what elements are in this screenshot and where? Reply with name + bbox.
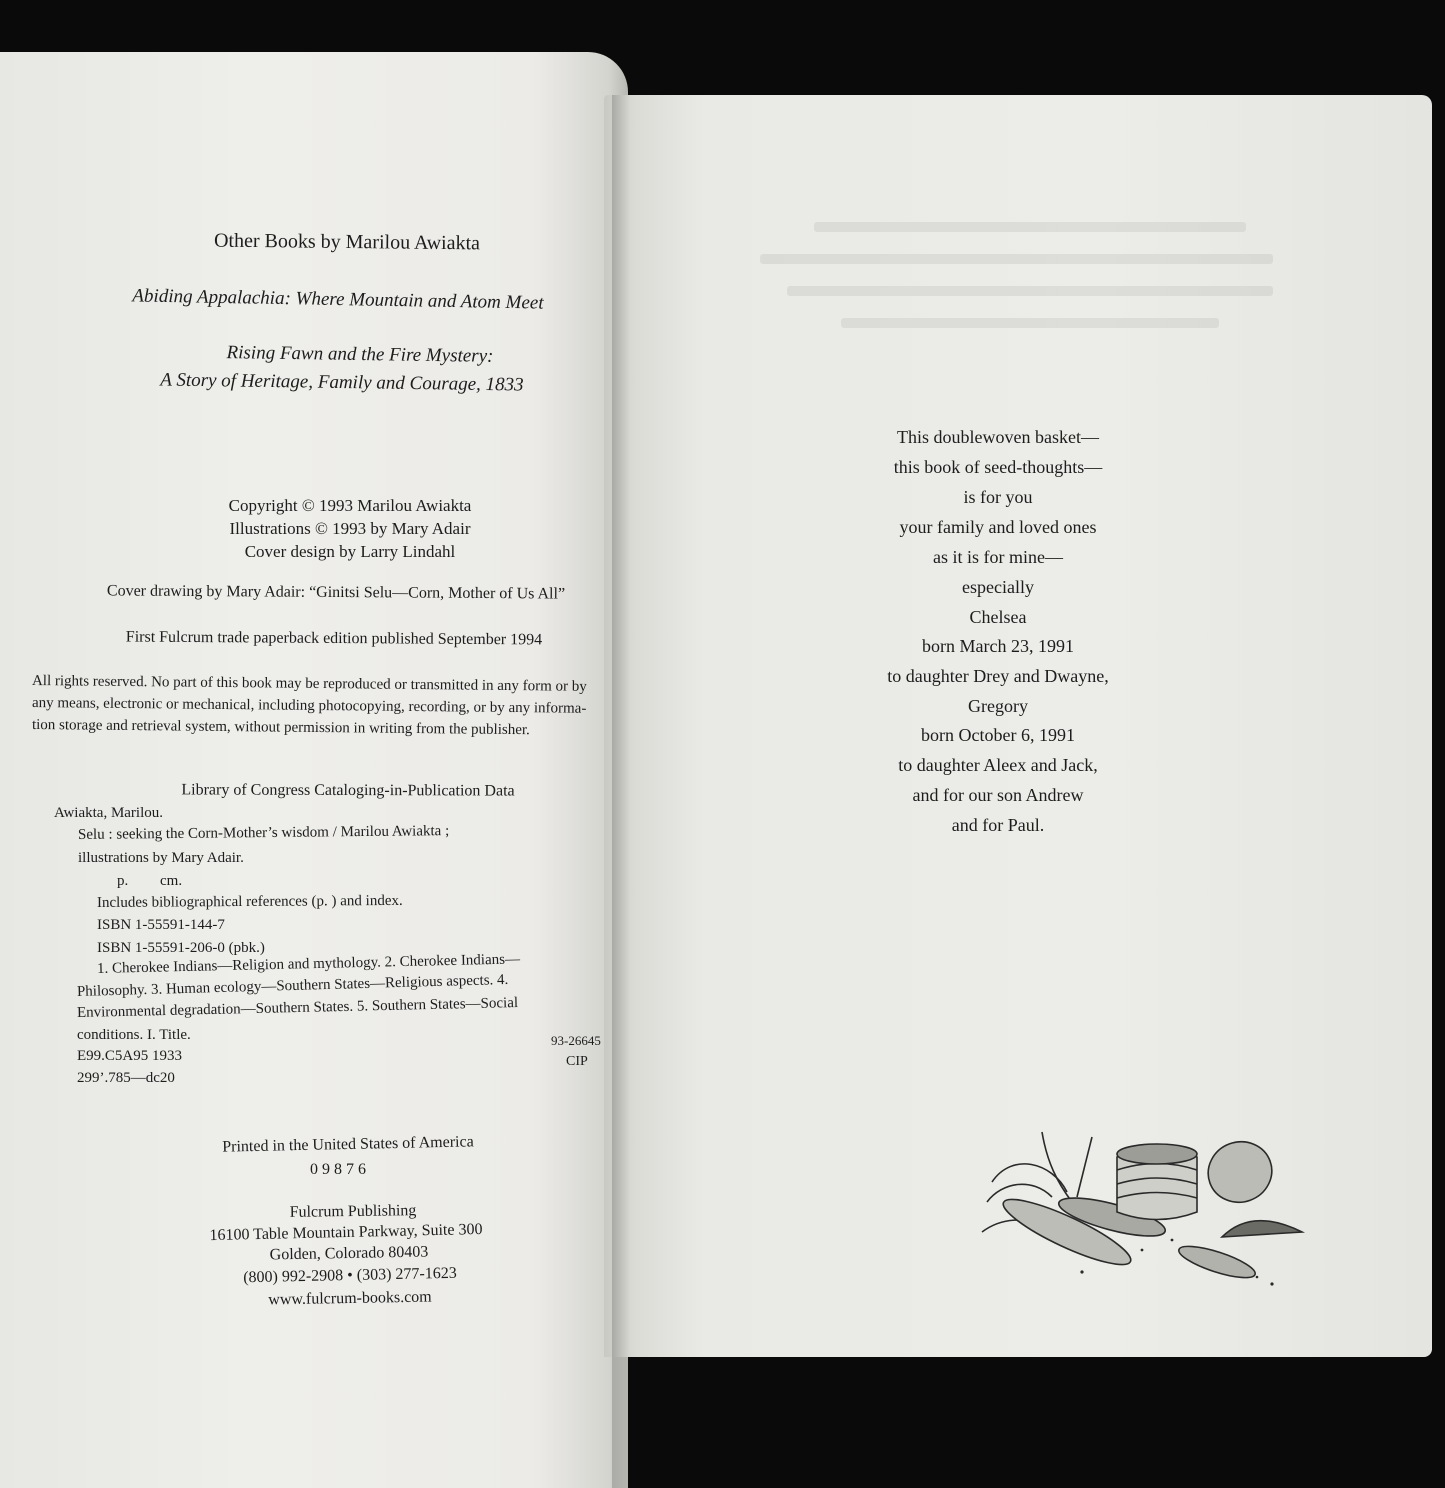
dedication-line-11: born October 6, 1991 <box>921 725 1075 745</box>
publisher-phone: (800) 992-2908 • (303) 277-1623 <box>243 1264 457 1287</box>
cip-call-number: E99.C5A95 1933 <box>77 1048 182 1064</box>
other-book-title-2-line-1: Rising Fawn and the Fire Mystery: <box>226 342 494 367</box>
publisher-name: Fulcrum Publishing <box>289 1202 417 1221</box>
cip-title-line-2: illustrations by Mary Adair. <box>78 850 244 866</box>
cip-subject-1: 1. Cherokee Indians—Religion and mythology. 2. Cherokee Indians— <box>96 951 521 977</box>
dedication-line-9: to daughter Drey and Dwayne, <box>887 666 1109 686</box>
dedication-line-7: Chelsea <box>969 607 1027 627</box>
show-through-text <box>760 200 1300 440</box>
cip-p: p. <box>117 873 129 889</box>
dedication-line-2: this book of seed-thoughts— <box>893 457 1103 477</box>
dedication-line-5: as it is for mine— <box>933 547 1063 567</box>
book-gutter <box>612 95 630 1488</box>
publisher-website: www.fulcrum-books.com <box>268 1288 432 1309</box>
printing-numbers: 0 9 8 7 6 <box>310 1161 366 1178</box>
dedication-line-12: to daughter Aleex and Jack, <box>898 755 1098 775</box>
dedication-line-10: Gregory <box>968 696 1028 716</box>
cip-includes: Includes bibliographical references (p. ) and index. <box>96 892 403 911</box>
cip-title-line-1: Selu : seeking the Corn-Mother’s wisdom / Marilou Awiakta ; <box>77 823 450 843</box>
copyright-line: Copyright © 1993 Marilou Awiakta <box>228 496 472 515</box>
cip-subject-2: Philosophy. 3. Human ecology—Southern States—Religious aspects. 4. <box>76 971 509 1000</box>
cip-cm: cm. <box>160 873 183 889</box>
cip-heading: Library of Congress Cataloging-in-Publication Data <box>181 781 515 800</box>
edition-line: First Fulcrum trade paperback edition published September 1994 <box>125 628 543 649</box>
dedication-line-3: is for you <box>963 487 1033 507</box>
cip-isbn-1: ISBN 1-55591-144-7 <box>97 917 225 933</box>
other-books-heading: Other Books by Marilou Awiakta <box>213 229 481 255</box>
illustrations-line: Illustrations © 1993 by Mary Adair <box>229 519 471 538</box>
cip-label: CIP <box>566 1054 588 1069</box>
cip-isbn-2: ISBN 1-55591-206-0 (pbk.) <box>97 940 265 956</box>
dedication-line-6: especially <box>962 577 1034 597</box>
cip-author: Awiakta, Marilou. <box>54 805 164 821</box>
corn-and-basket-illustration <box>972 1122 1307 1292</box>
dedication-line-14: and for Paul. <box>951 815 1045 835</box>
dedication-line-4: your family and loved ones <box>899 517 1097 537</box>
cip-subject-4: conditions. I. Title. <box>77 1027 191 1043</box>
other-book-title-1: Abiding Appalachia: Where Mountain and Atom Meet <box>132 285 544 314</box>
cip-lccn: 93-26645 <box>551 1033 601 1048</box>
rights-line-3: tion storage and retrieval system, without permission in writing from the publisher. <box>31 717 530 739</box>
publisher-city: Golden, Colorado 80403 <box>269 1243 429 1264</box>
dedication-line-8: born March 23, 1991 <box>922 636 1074 656</box>
printed-in-line: Printed in the United States of America <box>222 1133 474 1156</box>
rights-line-2: any means, electronic or mechanical, including photocopying, recording, or by any informa- <box>31 695 587 717</box>
cover-design-line: Cover design by Larry Lindahl <box>244 542 456 561</box>
cip-subject-3: Environmental degradation—Southern States. 5. Southern States—Social <box>76 994 519 1021</box>
cip-dewey-number: 299’.785—dc20 <box>77 1070 175 1086</box>
other-book-title-2-line-2: A Story of Heritage, Family and Courage, 1833 <box>160 369 524 396</box>
rights-line-1: All rights reserved. No part of this book may be reproduced or transmitted in any form or by <box>31 673 587 695</box>
dedication-line-1: This doublewoven basket— <box>897 427 1099 447</box>
cover-drawing-line: Cover drawing by Mary Adair: “Ginitsi Selu—Corn, Mother of Us All” <box>106 582 566 603</box>
publisher-address: 16100 Table Mountain Parkway, Suite 300 <box>209 1220 483 1245</box>
dedication-line-13: and for our son Andrew <box>912 785 1084 805</box>
